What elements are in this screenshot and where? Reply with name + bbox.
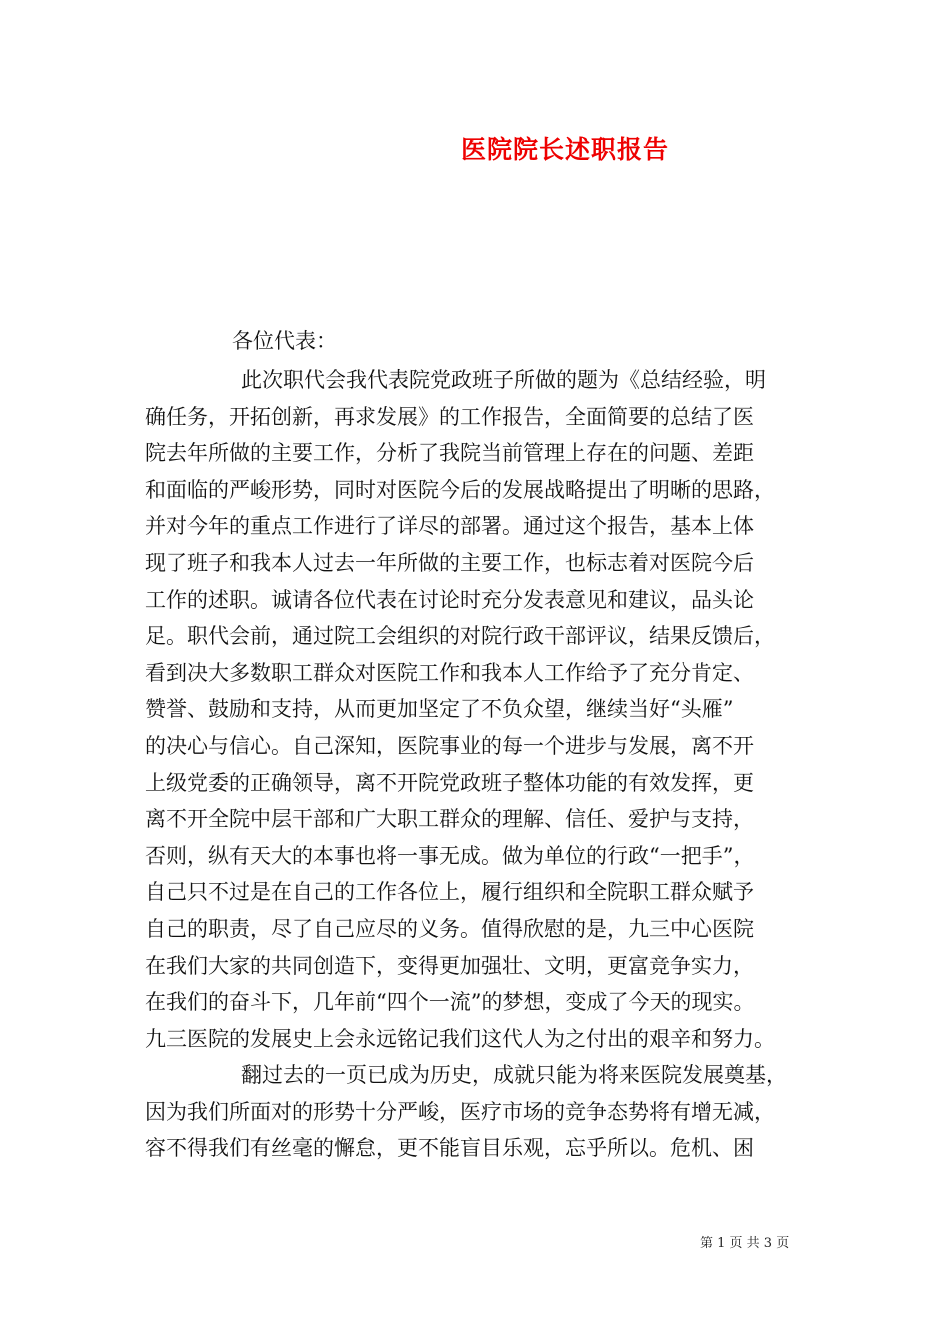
text-line: 工作的述职。诚请各位代表在讨论时充分发表意见和建议，品头论 <box>145 587 754 612</box>
text-line: 翻过去的一页已成为历史，成就只能为将来医院发展奠基， <box>241 1063 787 1088</box>
text-line: 上级党委的正确领导，离不开院党政班子整体功能的有效发挥，更 <box>145 770 754 795</box>
text-line: 容不得我们有丝毫的懈怠，更不能盲目乐观，忘乎所以。危机、困 <box>145 1136 754 1161</box>
text-line: 的决心与信心。自己深知，医院事业的每一个进步与发展，离不开 <box>145 733 754 758</box>
text-line: 九三医院的发展史上会永远铭记我们这代人为之付出的艰辛和努力。 <box>145 1026 775 1051</box>
text-line: 院去年所做的主要工作，分析了我院当前管理上存在的问题、差距 <box>145 441 754 466</box>
text-line: 确任务，开拓创新，再求发展》的工作报告，全面简要的总结了医 <box>145 404 754 429</box>
text-line: 否则，纵有天大的本事也将一事无成。做为单位的行政“一把手”， <box>145 843 755 868</box>
text-line: 因为我们所面对的形势十分严峻，医疗市场的竞争态势将有增无减， <box>145 1099 775 1124</box>
salutation: 各位代表： <box>232 329 337 353</box>
text-line: 离不开全院中层干部和广大职工群众的理解、信任、爱护与支持， <box>145 807 754 832</box>
text-line: 足。职代会前，通过院工会组织的对院行政干部评议，结果反馈后， <box>145 624 775 649</box>
text-line: 自己的职责，尽了自己应尽的义务。值得欣慰的是，九三中心医院 <box>145 916 754 941</box>
text-line: 在我们大家的共同创造下，变得更加强壮、文明，更富竞争实力， <box>145 953 754 978</box>
text-line: 现了班子和我本人过去一年所做的主要工作，也标志着对医院今后 <box>145 550 754 575</box>
page-footer: 第 1 页 共 3 页 <box>700 1236 790 1251</box>
text-line: 看到决大多数职工群众对医院工作和我本人工作给予了充分肯定、 <box>145 660 754 685</box>
text-line: 赞誉、鼓励和支持，从而更加坚定了不负众望，继续当好“头雁” <box>145 697 734 722</box>
text-line: 并对今年的重点工作进行了详尽的部署。通过这个报告，基本上体 <box>145 514 754 539</box>
document-title: 医院院长述职报告 <box>460 135 669 164</box>
text-line: 此次职代会我代表院党政班子所做的题为《总结经验，明 <box>241 368 766 392</box>
text-line: 和面临的严峻形势，同时对医院今后的发展战略提出了明晰的思路， <box>145 477 775 502</box>
body-text <box>145 362 813 1167</box>
text-line: 在我们的奋斗下，几年前“四个一流”的梦想，变成了今天的现实。 <box>145 990 755 1015</box>
text-line: 自己只不过是在自己的工作各位上，履行组织和全院职工群众赋予 <box>145 880 754 905</box>
